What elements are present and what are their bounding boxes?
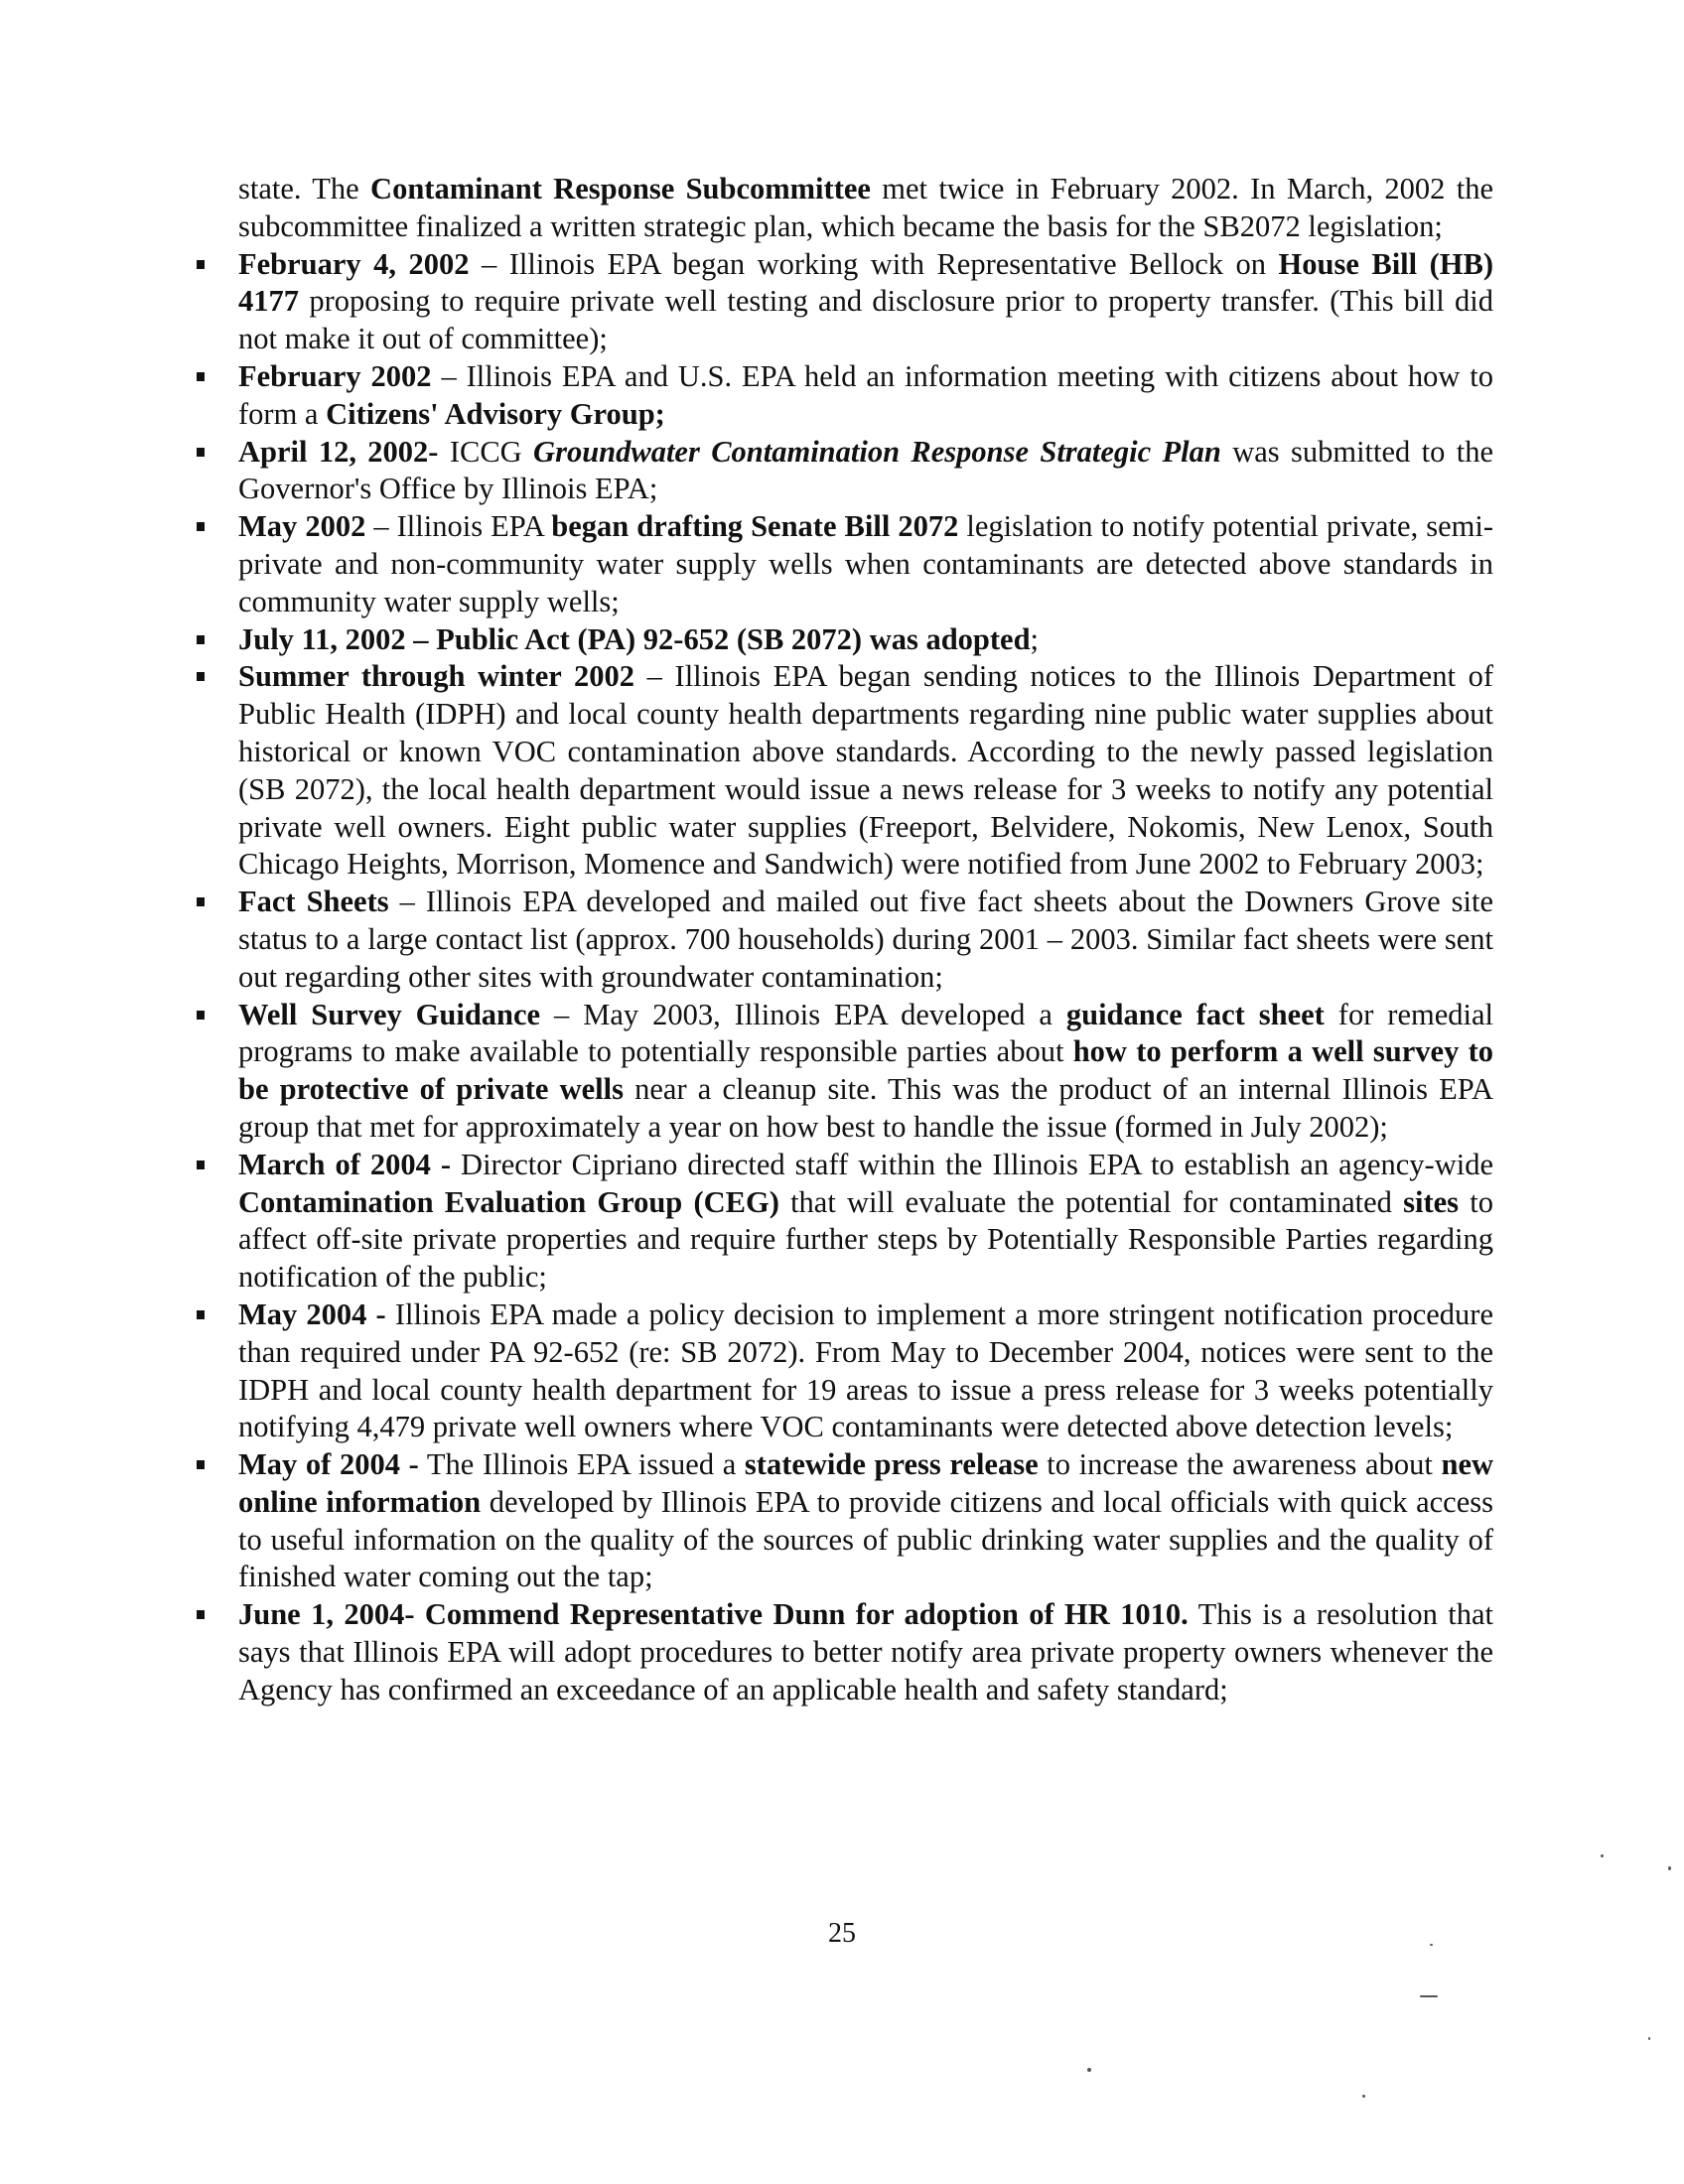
list-item: February 2002 – Illinois EPA and U.S. EPA held an information meeting with citizens about how to form a Citizens' Advisory Group;: [238, 358, 1493, 434]
list-item: Well Survey Guidance – May 2003, Illinois EPA developed a guidance fact sheet for remedial programs to make available to potentially responsible parties about how to perform a well survey to be protective of private wells near a cleanup site. This was the product of an internal Illinois EPA group that met for approximately a year on how best to handle the issue (formed in July 2002);: [238, 997, 1493, 1147]
list-item: May of 2004 - The Illinois EPA issued a statewide press release to increase the awareness about new online information developed by Illinois EPA to provide citizens and local officials with quick access to useful information on the quality of the sources of public drinking water supplies and the quality of finished water coming out the tap;: [238, 1446, 1493, 1596]
bold-term: Contaminant Response Subcommittee: [370, 172, 871, 205]
list-item: July 11, 2002 – Public Act (PA) 92-652 (SB 2072) was adopted;: [238, 621, 1493, 659]
page-number: 25: [828, 1918, 856, 1949]
list-item: Summer through winter 2002 – Illinois EPA began sending notices to the Illinois Department of Public Health (IDPH) and local county health departments regarding nine public water supplies about historical or known VOC contamination above standards. According to the newly passed legislation (SB 2072), the local health department would issue a news release for 3 weeks to notify any potential private well owners. Eight public water supplies (Freeport, Belvidere, Nokomis, New Lenox, South Chicago Heights, Morrison, Momence and Sandwich) were notified from June 2002 to February 2003;: [238, 658, 1493, 884]
bullet-icon: [197, 448, 205, 457]
bullet-icon: [197, 522, 205, 531]
body-text: [238, 171, 1493, 1709]
scan-speck: [1648, 2037, 1650, 2040]
list-item: February 4, 2002 – Illinois EPA began working with Representative Bellock on House Bill (HB) 4177 proposing to require private well testing and disclosure prior to property transfer. (This bill did not make it out of committee);: [238, 246, 1493, 358]
bullet-icon: [197, 1160, 205, 1169]
scan-speck: [1362, 2095, 1365, 2098]
bullet-icon: [197, 672, 205, 681]
list-item: May 2002 – Illinois EPA began drafting Senate Bill 2072 legislation to notify potential private, semi-private and non-community water supply wells when contaminants are detected above standards in community water supply wells;: [238, 508, 1493, 620]
bullet-icon: [197, 897, 205, 906]
bullet-icon: [197, 1610, 205, 1619]
bullet-icon: [197, 1011, 205, 1020]
scan-speck: [1087, 2068, 1091, 2072]
bullet-icon: [197, 635, 205, 644]
scan-speck: [1430, 1944, 1433, 1946]
bullet-list: [238, 246, 1493, 1709]
intro-paragraph: state. The Contaminant Response Subcommittee met twice in February 2002. In March, 2002 the subcommittee finalized a written strategic plan, which became the basis for the SB2072 legislation;: [238, 172, 1493, 243]
bullet-icon: [197, 1460, 205, 1469]
bullet-icon: [197, 260, 205, 269]
scan-speck: [1601, 1854, 1604, 1857]
scan-speck: [1668, 1866, 1671, 1870]
list-item: March of 2004 - Director Cipriano directed staff within the Illinois EPA to establish an agency-wide Contamination Evaluation Group (CEG) that will evaluate the potential for contaminated sites to affect off-site private properties and require further steps by Potentially Responsible Parties regarding notification of the public;: [238, 1147, 1493, 1297]
list-item: June 1, 2004- Commend Representative Dunn for adoption of HR 1010. This is a resolution that says that Illinois EPA will adopt procedures to better notify area private property owners whenever the Agency has confirmed an exceedance of an applicable health and safety standard;: [238, 1596, 1493, 1708]
list-item: Fact Sheets – Illinois EPA developed and mailed out five fact sheets about the Downers Grove site status to a large contact list (approx. 700 households) during 2001 – 2003. Similar fact sheets were sent out regarding other sites with groundwater contamination;: [238, 884, 1493, 996]
list-item: May 2004 - Illinois EPA made a policy decision to implement a more stringent notification procedure than required under PA 92-652 (re: SB 2072). From May to December 2004, notices were sent to the IDPH and local county health department for 19 areas to issue a press release for 3 weeks potentially notifying 4,479 private well owners where VOC contaminants were detected above detection levels;: [238, 1297, 1493, 1446]
bullet-icon: [197, 1310, 205, 1319]
scan-speck: [1420, 1995, 1438, 1997]
bullet-icon: [197, 372, 205, 381]
list-item: April 12, 2002- ICCG Groundwater Contamination Response Strategic Plan was submitted to the Governor's Office by Illinois EPA;: [238, 434, 1493, 509]
